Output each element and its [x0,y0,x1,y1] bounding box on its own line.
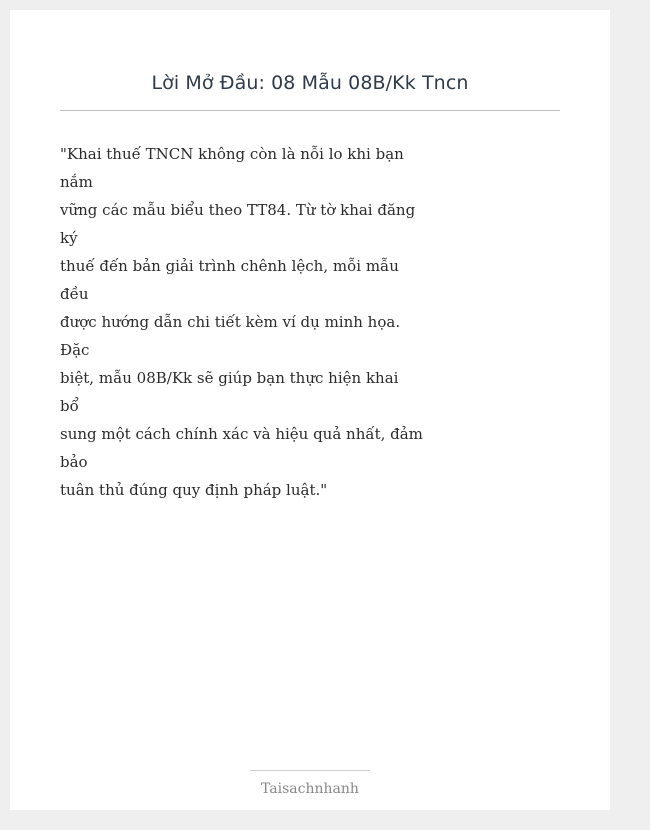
page-title: Lời Mở Đầu: 08 Mẫu 08B/Kk Tncn [151,72,469,94]
paragraph-line: vững các mẫu biểu theo TT84. Từ tờ khai đăng [60,201,416,219]
paragraph-line: biệt, mẫu 08B/Kk sẽ giúp bạn thực hiện khai [60,369,399,387]
paragraph-line: được hướng dẫn chi tiết kèm ví dụ minh họa. [60,313,401,331]
paragraph-line: đều [60,285,89,303]
paragraph-line: ký [60,229,78,247]
paragraph-line: "Khai thuế TNCN không còn là nỗi lo khi bạn [60,145,404,163]
paragraph-line: Đặc [60,341,90,359]
paragraph-line: tuân thủ đúng quy định pháp luật." [60,481,328,499]
intro-paragraph [60,140,560,504]
footer-brand: Taisachnhanh [261,781,359,797]
paragraph-line: sung một cách chính xác và hiệu quả nhất, đảm [60,425,423,443]
paragraph-line: thuế đến bản giải trình chênh lệch, mỗi mẫu [60,257,399,275]
document-page [10,10,610,810]
paragraph-line: bổ [60,397,79,415]
paragraph-line: nắm [60,173,93,191]
paragraph-line: bảo [60,453,88,471]
title-divider [60,110,560,111]
footer-divider [250,770,370,771]
